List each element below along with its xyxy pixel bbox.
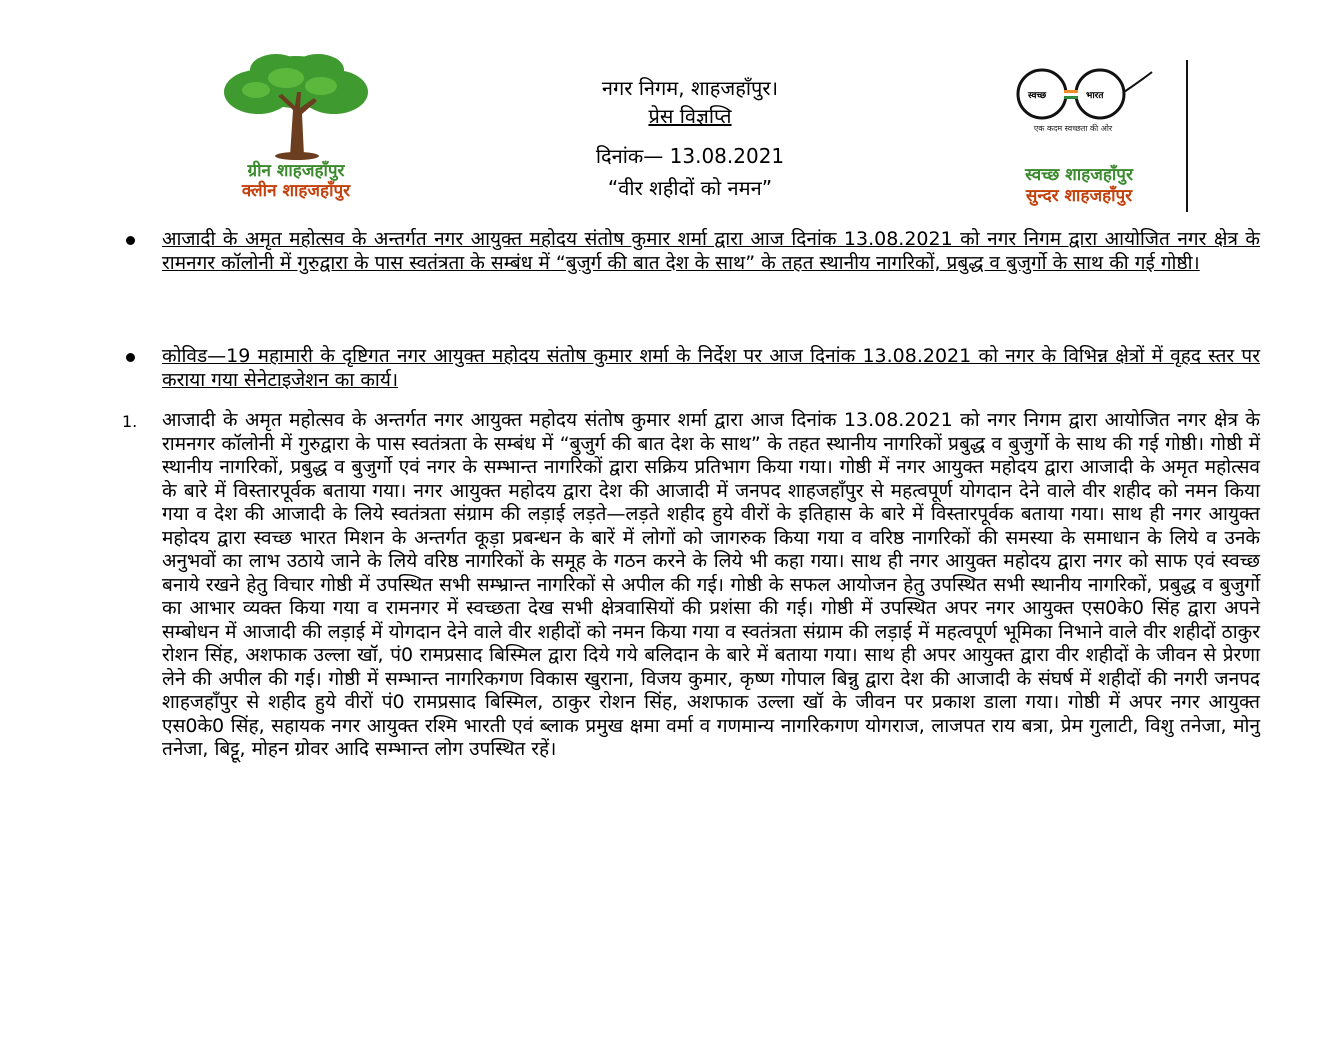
- swachh-logo-line2: सुन्दर शाहजहाँपुर: [1025, 186, 1133, 206]
- tree-icon: [196, 52, 396, 162]
- swachh-tagline: एक कदम स्वच्छता की ओर: [1033, 124, 1113, 133]
- tree-logo-line2: क्लीन शाहजहाँपुर: [241, 181, 351, 201]
- paragraph-number: 1.: [122, 412, 138, 431]
- lens-right-text: भारत: [1086, 91, 1104, 101]
- date-line: दिनांक— 13.08.2021: [595, 144, 785, 168]
- press-release-title: प्रेस विज्ञप्ति: [648, 104, 732, 128]
- tree-logo-line1: ग्रीन शाहजहाँपुर: [247, 161, 345, 181]
- bullet-item-1: आजादी के अमृत महोत्सव के अन्तर्गत नगर आयुक्त महोदय संतोष कुमार शर्मा द्वारा आज दिनांक 13.08.2021 को नगर निगम द्वारा आयोजित नगर क्षेत्र के रामनगर कॉलोनी में गुरुद्वारा के पास स्वतंत्रता के सम्बंध में “बुजुर्ग की बात देश के साथ” के तहत स्थानीय नागरिकों, प्रबुद्ध व बुजुर्गो के साथ की गई गोष्ठी।: [162, 228, 1260, 274]
- bullet-dot-1: [126, 236, 135, 245]
- header-divider: [1186, 60, 1188, 212]
- spectacles-icon: [1004, 62, 1154, 122]
- organization-name: नगर निगम, शाहजहाँपुर।: [601, 76, 779, 100]
- lens-left-text: स्वच्छ: [1028, 91, 1047, 101]
- swachh-bharat-logo: [1004, 62, 1184, 212]
- bullet-item-2: कोविड—19 महामारी के दृष्टिगत नगर आयुक्त महोदय संतोष कुमार शर्मा के निर्देश पर आज दिनांक 13.08.2021 को नगर के विभिन्न क्षेत्रों में वृहद स्तर पर कराया गया सेनेटाइजेशन का कार्य।: [162, 345, 1260, 391]
- green-shahjahanpur-logo: [196, 52, 396, 200]
- swachh-logo-line1: स्वच्छ शाहजहाँपुर: [1025, 165, 1133, 185]
- main-paragraph: आजादी के अमृत महोत्सव के अन्तर्गत नगर आयुक्त महोदय संतोष कुमार शर्मा द्वारा आज दिनांक 13.08.2021 को नगर निगम द्वारा आयोजित नगर क्षेत्र के रामनगर कॉलोनी में गुरुद्वारा के पास स्वतंत्रता के सम्बंध में “बुजुर्ग की बात देश के साथ” के तहत स्थानीय नागरिकों प्रबुद्ध व बुजुर्गो के साथ की गई गोष्ठी। गोष्ठी में स्थानीय नागरिकों, प्रबुद्ध व बुजुर्गो एवं नगर के सम्भान्त नागरिकों द्वारा सक्रिय प्रतिभाग किया गया। गोष्ठी में नगर आयुक्त महोदय द्वारा आजादी के अमृत महोत्सव के बारे में विस्तारपूर्वक बताया गया। नगर आयुक्त महोदय द्वारा देश की आजादी में जनपद शाहजहाँपुर से महत्वपूर्ण योगदान देने वाले वीर शहीद को नमन किया गया व देश की आजादी के लिये स्वतंत्रता संग्राम की लड़ाई लड़ते—लड़ते शहीद हुये वीरों के इतिहास के बारे में विस्तारपूर्वक बताया गया। साथ ही नगर आयुक्त महोदय द्वारा स्वच्छ भारत मिशन के अन्तर्गत कूड़ा प्रबन्धन के बारें में लोगों को जागरुक किया गया व वरिष्ठ नागरिकों की समस्या के समाधान के लिये व उनके अनुभवों का लाभ उठाये जाने के लिये वरिष्ठ नागरिकों के समूह के गठन करने के लिये भी कहा गया। साथ ही नगर आयुक्त महोदय द्वारा नगर को साफ एवं स्वच्छ बनाये रखने हेतु विचार गोष्ठी में उपस्थित सभी सम्भ्रान्त नागरिकों से अपील की गई। गोष्ठी के सफल आयोजन हेतु उपस्थित सभी स्थानीय नागरिकों, प्रबुद्ध व बुजुर्गो का आभार व्यक्त किया गया व रामनगर में स्वच्छता देख सभी क्षेत्रवासियों की प्रशंसा की गई। गोष्ठी में उपस्थित अपर नगर आयुक्त एस0के0 सिंह द्वारा अपने सम्बोधन में आजादी की लड़ाई में योगदान देने वाले वीर शहीदों को नमन किया गया व स्वतंत्रता संग्राम की लड़ाई में महत्वपूर्ण भूमिका निभाने वाले वीर शहीदों ठाकुर रोशन सिंह, अशफाक उल्ला खॉ, पं0 रामप्रसाद बिस्मिल द्वारा दिये गये बलिदान के बारे में बताया गया। साथ ही अपर आयुक्त द्वारा वीर शहीदों के जीवन से प्रेरणा लेने की अपील की गई। गोष्ठी में सम्भान्त नागरिकगण विकास खुराना, विजय कुमार, कृष्ण गोपाल बिन्नु द्वारा देश की आजादी के संघर्ष में शहीदों की नगरी जनपद शाहजहाँपुर से शहीद हुये वीरों पं0 रामप्रसाद बिस्मिल, ठाकुर रोशन सिंह, अशफाक उल्ला खॉ के जीवन पर प्रकाश डाला गया। गोष्ठी में अपर नगर आयुक्त एस0के0 सिंह, सहायक नगर आयुक्त रश्मि भारती एवं ब्लाक प्रमुख क्षमा वर्मा व गणमान्य नागरिकगण योगराज, लाजपत राय बत्रा, प्रेम गुलाटी, विशु तनेजा, मोनु तनेजा, बिट्टू, मोहन ग्रोवर आदि सम्भान्त लोग उपस्थित रहें।: [162, 409, 1260, 760]
- bullet-dot-2: [126, 353, 135, 362]
- subject-line: “वीर शहीदों को नमन”: [607, 176, 773, 200]
